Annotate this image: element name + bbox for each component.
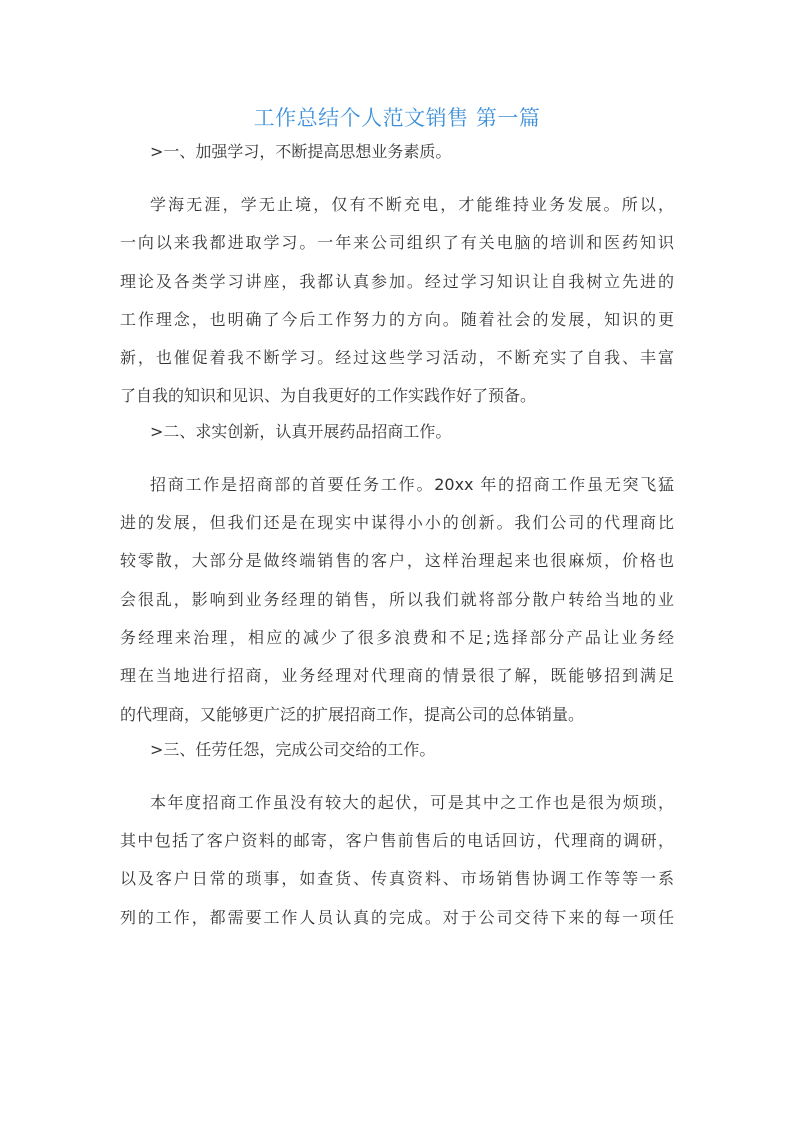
paragraph-line: 一向以来我都进取学习。一年来公司组织了有关电脑的培训和医药知识 bbox=[120, 233, 674, 253]
section-1 bbox=[120, 142, 674, 416]
section-heading: >三、任劳任怨，完成公司交给的工作。 bbox=[150, 739, 436, 759]
section-paragraph bbox=[120, 186, 674, 416]
paragraph-line: 进的发展，但我们还是在现实中谋得小小的创新。我们公司的代理商比 bbox=[120, 513, 674, 533]
paragraph-line: 较零散，大部分是做终端销售的客户，这样治理起来也很麻烦，价格也 bbox=[120, 551, 674, 571]
paragraph-line: 了自我的知识和见识、为自我更好的工作实践作好了预备。 bbox=[120, 386, 537, 406]
document-page bbox=[120, 100, 674, 940]
paragraph-line: 工作理念，也明确了今后工作努力的方向。随着社会的发展，知识的更 bbox=[120, 309, 674, 329]
paragraph-line: 列的工作，都需要工作人员认真的完成。对于公司交待下来的每一项任 bbox=[120, 907, 674, 927]
section-paragraph bbox=[120, 466, 674, 734]
section-paragraph bbox=[120, 784, 674, 937]
paragraph-line: 会很乱，影响到业务经理的销售，所以我们就将部分散户转给当地的业 bbox=[120, 589, 674, 609]
paragraph-line: 其中包括了客户资料的邮寄，客户售前售后的电话回访，代理商的调研， bbox=[120, 831, 674, 851]
paragraph-line: 的代理商，又能够更广泛的扩展招商工作，提高公司的总体销量。 bbox=[120, 704, 585, 724]
section-2 bbox=[120, 422, 674, 734]
section-3 bbox=[120, 740, 674, 937]
paragraph-line: 以及客户日常的琐事，如查货、传真资料、市场销售协调工作等等一系 bbox=[120, 869, 674, 889]
section-heading: >一、加强学习，不断提高思想业务素质。 bbox=[150, 142, 452, 161]
paragraph-line: 新，也催促着我不断学习。经过这些学习活动，不断充实了自我、丰富 bbox=[120, 348, 674, 368]
paragraph-line: 本年度招商工作虽没有较大的起伏，可是其中之工作也是很为烦琐， bbox=[150, 792, 674, 812]
paragraph-line: 理在当地进行招商，业务经理对代理商的情景很了解，既能够招到满足 bbox=[120, 666, 674, 686]
document-title: 工作总结个人范文销售 第一篇 bbox=[253, 106, 541, 130]
paragraph-line: 招商工作是招商部的首要任务工作。20xx 年的招商工作虽无突飞猛 bbox=[150, 474, 674, 494]
paragraph-line: 学海无涯，学无止境，仅有不断充电，才能维持业务发展。所以， bbox=[150, 195, 674, 214]
section-heading: >二、求实创新，认真开展药品招商工作。 bbox=[150, 421, 452, 441]
paragraph-line: 务经理来治理，相应的减少了很多浪费和不足;选择部分产品让业务经 bbox=[120, 627, 674, 647]
paragraph-line: 理论及各类学习讲座，我都认真参加。经过学习知识让自我树立先进的 bbox=[120, 271, 674, 291]
